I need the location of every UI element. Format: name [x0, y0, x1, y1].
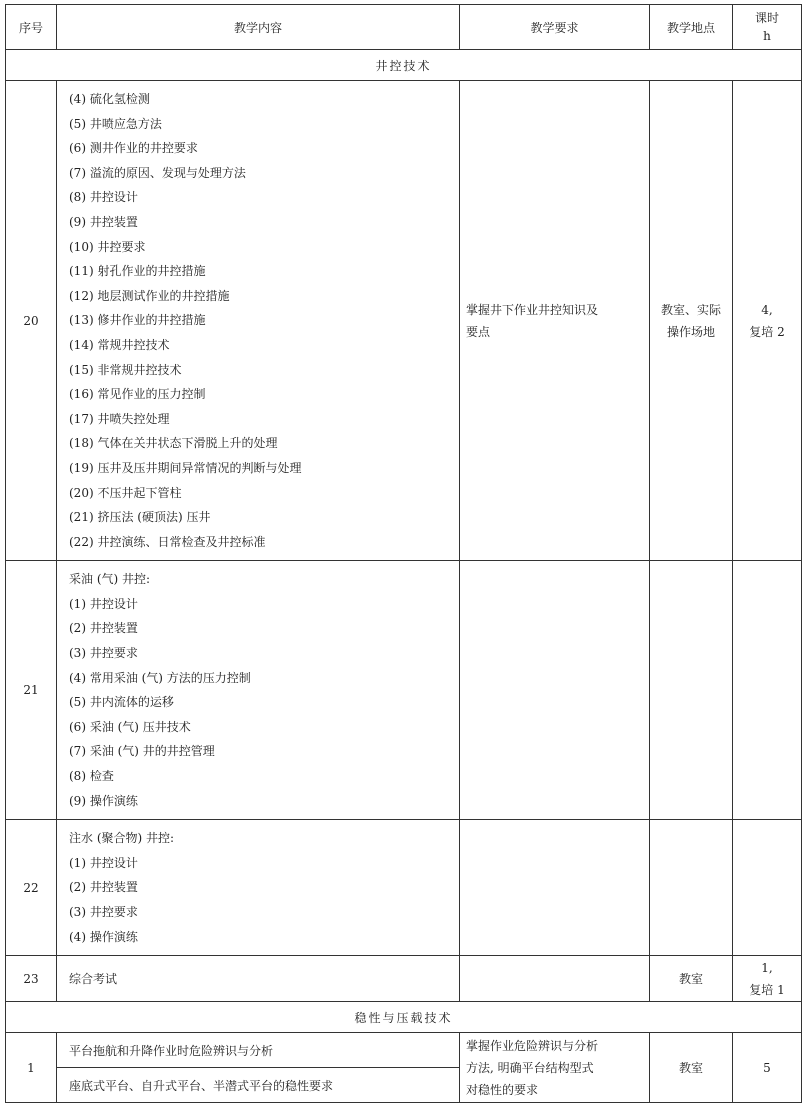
row-location: 教室 — [650, 1033, 733, 1103]
list-item: (13) 修井作业的井控措施 — [69, 313, 206, 328]
header-hours — [733, 5, 802, 50]
row-requirement — [460, 956, 650, 1002]
row-requirement — [460, 1033, 650, 1103]
list-item: (9) 井控装置 — [69, 214, 138, 229]
curriculum-table — [5, 4, 802, 1103]
requirement-line: 要点 — [466, 324, 491, 339]
row-hours: 5 — [733, 1033, 802, 1103]
list-item: (1) 井控设计 — [69, 596, 138, 611]
requirement-line: 掌握井下作业井控知识及 — [466, 302, 599, 317]
row-requirement — [460, 81, 650, 561]
row-content: 座底式平台、自升式平台、半潜式平台的稳性要求 — [57, 1068, 460, 1103]
list-item: (8) 检查 — [69, 769, 114, 784]
list-item: (10) 井控要求 — [69, 239, 146, 254]
section-row-stability — [6, 1002, 802, 1033]
row-content — [57, 81, 460, 561]
list-item: (2) 井控装置 — [69, 621, 138, 636]
list-item: (14) 常规井控技术 — [69, 337, 170, 352]
row-requirement — [460, 820, 650, 956]
row-no: 22 — [6, 820, 57, 956]
list-item: (2) 井控装置 — [69, 880, 138, 895]
row-hours — [733, 956, 802, 1002]
row-no: 23 — [6, 956, 57, 1002]
list-item: (5) 井内流体的运移 — [69, 695, 174, 710]
requirement-line: 掌握作业危险辨识与分析 — [466, 1038, 599, 1053]
list-item: (1) 井控设计 — [69, 855, 138, 870]
section-row-well-control — [6, 50, 802, 81]
row-location: 教室 — [650, 956, 733, 1002]
header-no: 序号 — [6, 5, 57, 50]
header-location: 教学地点 — [650, 5, 733, 50]
list-item: (6) 测井作业的井控要求 — [69, 141, 198, 156]
row-location — [650, 820, 733, 956]
list-item: (11) 射孔作业的井控措施 — [69, 264, 206, 279]
section-title-stability: 稳性与压载技术 — [6, 1002, 802, 1033]
list-item: (16) 常见作业的压力控制 — [69, 387, 206, 402]
list-item: (7) 溢流的原因、发现与处理方法 — [69, 165, 246, 180]
header-content: 教学内容 — [57, 5, 460, 50]
list-item: (9) 操作演练 — [69, 793, 138, 808]
list-item: (7) 采油 (气) 井的井控管理 — [69, 744, 215, 759]
list-item: (18) 气体在关井状态下滑脱上升的处理 — [69, 436, 278, 451]
header-row — [6, 5, 802, 50]
list-item: (3) 井控要求 — [69, 646, 138, 661]
row-content — [57, 820, 460, 956]
list-item: (12) 地层测试作业的井控措施 — [69, 288, 230, 303]
list-item: (20) 不压井起下管柱 — [69, 485, 182, 500]
list-item: (19) 压井及压井期间异常情况的判断与处理 — [69, 460, 302, 475]
list-item: (4) 硫化氢检测 — [69, 92, 150, 106]
row-content — [57, 561, 460, 820]
row-requirement — [460, 561, 650, 820]
table-row — [6, 820, 802, 956]
table-row — [6, 561, 802, 820]
header-requirement: 教学要求 — [460, 5, 650, 50]
hours-line: 复培 2 — [749, 324, 785, 339]
row-content: 综合考试 — [57, 956, 460, 1002]
requirement-line: 方法, 明确平台结构型式 — [466, 1060, 594, 1075]
table-row — [6, 956, 802, 1002]
row-hours — [733, 820, 802, 956]
list-item: (8) 井控设计 — [69, 190, 138, 205]
row-content: 平台拖航和升降作业时危险辨识与分析 — [57, 1033, 460, 1068]
section-title-well-control: 井控技术 — [6, 50, 802, 81]
list-item: (22) 井控演练、日常检查及井控标准 — [69, 534, 266, 549]
list-item: (4) 常用采油 (气) 方法的压力控制 — [69, 670, 251, 685]
list-item: (17) 井喷失控处理 — [69, 411, 170, 426]
requirement-line: 对稳性的要求 — [466, 1082, 539, 1097]
row-hours — [733, 561, 802, 820]
list-item: 注水 (聚合物) 井控: — [69, 831, 175, 846]
list-item: (6) 采油 (气) 压井技术 — [69, 719, 191, 734]
location-line: 操作场地 — [666, 324, 715, 339]
list-item: (21) 挤压法 (硬顶法) 压井 — [69, 510, 211, 525]
hours-line: 复培 1 — [749, 982, 785, 997]
row-location — [650, 561, 733, 820]
row-no: 1 — [6, 1033, 57, 1103]
list-item: (5) 井喷应急方法 — [69, 116, 162, 131]
list-item: (15) 非常规井控技术 — [69, 362, 182, 377]
table-row — [6, 1033, 802, 1068]
row-hours — [733, 81, 802, 561]
list-item: (4) 操作演练 — [69, 929, 138, 944]
hours-line: 1, — [761, 960, 773, 975]
list-item: (3) 井控要求 — [69, 905, 138, 919]
header-hours-line1: 课时 — [754, 11, 779, 25]
list-item: 采油 (气) 井控: — [69, 572, 151, 587]
hours-line: 4, — [761, 302, 773, 317]
location-line: 教室、实际 — [660, 302, 721, 317]
table-row — [6, 81, 802, 561]
header-hours-line2: h — [763, 29, 771, 43]
row-no: 21 — [6, 561, 57, 820]
row-location — [650, 81, 733, 561]
row-no: 20 — [6, 81, 57, 561]
